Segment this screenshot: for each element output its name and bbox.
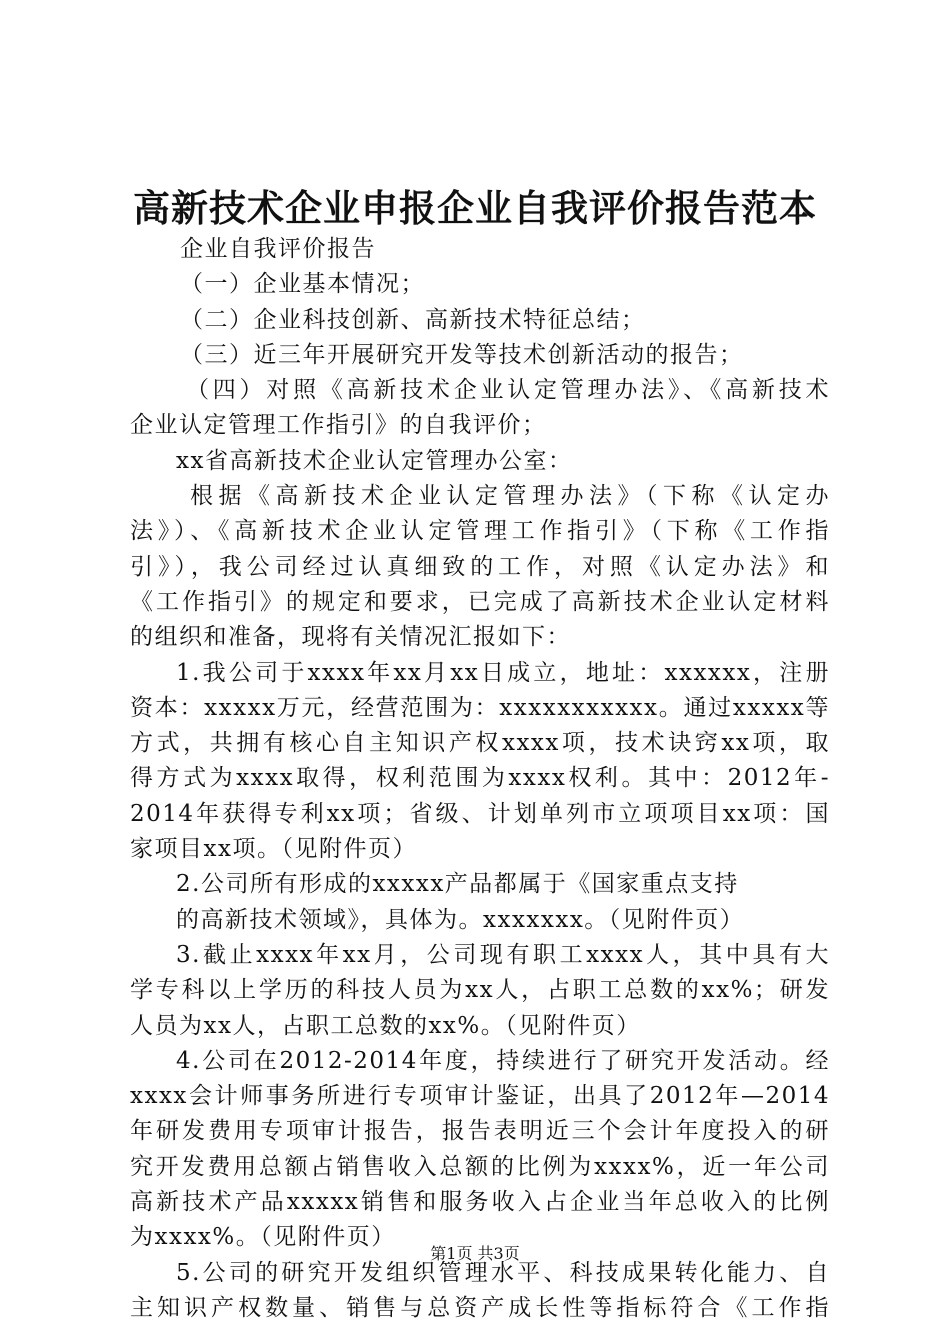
- paragraph-line: 3.截止xxxx年xx月，公司现有职工xxxx人，其中具有大: [176, 941, 830, 968]
- paragraph-line: 的组织和准备，现将有关情况汇报如下：: [130, 624, 571, 651]
- paragraph-line: 的高新技术领域》，具体为。xxxxxxx。（见附件页）: [176, 906, 745, 933]
- list-item: （四）对照《高新技术企业认定管理办法》、《高新技术: [186, 377, 830, 404]
- list-item: （一）企业基本情况；: [180, 271, 425, 298]
- list-item-continuation: 企业认定管理工作指引》的自我评价；: [130, 412, 547, 439]
- paragraph-line: 方式，共拥有核心自主知识产权xxxx项，技术诀窍xx项，取: [130, 730, 830, 757]
- document-body: [130, 232, 830, 1326]
- list-item: （三）近三年开展研究开发等技术创新活动的报告；: [180, 341, 744, 368]
- paragraph-line: 2.公司所有形成的xxxxx产品都属于《国家重点支持: [176, 871, 739, 898]
- paragraph-line: 为xxxx%。（见附件页）: [130, 1224, 396, 1251]
- paragraph-line: 学专科以上学历的科技人员为xx人，占职工总数的xx%；研发: [130, 977, 830, 1004]
- paragraph-line: 得方式为xxxx取得，权利范围为xxxx权利。其中：2012年-: [130, 765, 830, 792]
- paragraph-line: 引》），我公司经过认真细致的工作，对照《认定办法》和: [130, 553, 830, 580]
- document-title: 高新技术企业申报企业自我评价报告范本: [133, 186, 817, 230]
- paragraph-line: 1.我公司于xxxx年xx月xx日成立，地址：xxxxxx，注册: [176, 659, 830, 686]
- list-item: （二）企业科技创新、高新技术特征总结；: [180, 306, 646, 333]
- page-number-footer: 第1页 共3页: [430, 1244, 520, 1263]
- paragraph-line: 高新技术产品xxxxx销售和服务收入占企业当年总收入的比例: [130, 1189, 830, 1216]
- paragraph-line: 人员为xx人，占职工总数的xx%。（见附件页）: [130, 1012, 641, 1039]
- paragraph-line: 家项目xx项。（见附件页）: [130, 836, 417, 863]
- paragraph-line: 4.公司在2012-2014年度，持续进行了研究开发活动。经: [176, 1047, 830, 1074]
- paragraph-line: 5.公司的研究开发组织管理水平、科技成果转化能力、自: [176, 1259, 830, 1286]
- paragraph-line: xxxx会计师事务所进行专项审计鉴证，出具了2012年—2014: [130, 1083, 830, 1110]
- paragraph-line: 年研发费用专项审计报告，报告表明近三个会计年度投入的研: [130, 1118, 830, 1145]
- section-heading: 企业自我评价报告: [180, 236, 376, 262]
- paragraph-line: 资本：xxxxx万元，经营范围为：xxxxxxxxxxx。通过xxxxx等: [130, 694, 830, 721]
- paragraph-line: 法》）、《高新技术企业认定管理工作指引》（下称《工作指: [130, 518, 830, 545]
- paragraph-line: 究开发费用总额占销售收入总额的比例为xxxx%，近一年公司: [130, 1153, 830, 1180]
- paragraph-line: 根据《高新技术企业认定管理办法》（下称《认定办: [190, 483, 830, 510]
- salutation: xx省高新技术企业认定管理办公室：: [176, 447, 573, 474]
- paragraph-line: 《工作指引》的规定和要求，已完成了高新技术企业认定材料: [130, 588, 830, 615]
- paragraph-line: 主知识产权数量、销售与总资产成长性等指标符合《工作指: [130, 1294, 830, 1321]
- paragraph-line: 2014年获得专利xx项；省级、计划单列市立项项目xx项：国: [130, 800, 830, 827]
